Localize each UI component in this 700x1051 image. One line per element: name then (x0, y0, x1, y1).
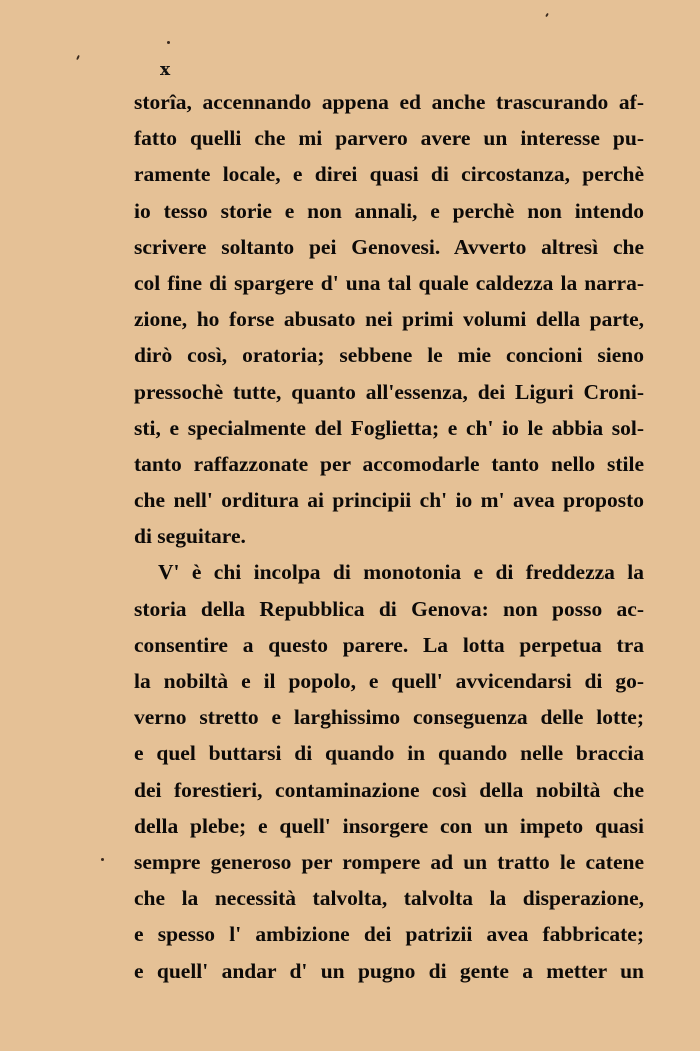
body-text (134, 84, 644, 989)
text-line: col fine di spargere d' una tal quale caldezza la narra- (134, 270, 644, 295)
text-line: verno stretto e larghissimo conseguenza delle lotte; (134, 705, 644, 730)
paragraph-start-line: V' è chi incolpa di monotonia e di freddezza la (158, 560, 644, 585)
text-line: dei forestieri, contaminazione così della nobiltà che (134, 777, 644, 802)
ink-speck (76, 55, 80, 60)
page-number: x (160, 60, 172, 80)
text-line: zione, ho forse abusato nei primi volumi della parte, (134, 307, 644, 332)
ink-speck (101, 858, 104, 861)
text-line: e quell' andar d' un pugno di gente a metter un (134, 958, 644, 983)
text-line: e spesso l' ambizione dei patrizii avea fabbricate; (134, 922, 644, 947)
text-line: storîa, accennando appena ed anche trascurando af- (134, 90, 644, 114)
text-line: ramente locale, e direi quasi di circostanza, perchè (134, 162, 644, 187)
text-line: scrivere soltanto pei Genovesi. Avverto altresì che (134, 234, 644, 259)
text-line: dirò così, oratoria; sebbene le mie concioni sieno (134, 343, 644, 368)
text-line: della plebe; e quell' insorgere con un impeto quasi (134, 813, 644, 838)
text-line: consentire a questo parere. La lotta perpetua tra (134, 632, 644, 657)
text-line: io tesso storie e non annali, e perchè non intendo (134, 198, 644, 223)
ink-speck (167, 41, 170, 44)
text-line: fatto quelli che mi parvero avere un interesse pu- (134, 126, 644, 151)
text-line: tanto raffazzonate per accomodarle tanto nello stile (134, 451, 644, 476)
paragraph-end-line: di seguitare. (134, 524, 246, 549)
text-line: sempre generoso per rompere ad un tratto le catene (134, 849, 644, 874)
text-line: pressochè tutte, quanto all'essenza, dei Liguri Croni- (134, 379, 644, 404)
text-line: la nobiltà e il popolo, e quell' avvicendarsi di go- (134, 669, 644, 693)
ink-speck (545, 13, 549, 17)
text-line: e quel buttarsi di quando in quando nelle braccia (134, 741, 644, 766)
text-line: che la necessità talvolta, talvolta la disperazione, (134, 886, 644, 911)
text-line: sti, e specialmente del Foglietta; e ch' io le abbia sol- (134, 415, 644, 440)
text-line: che nell' orditura ai principii ch' io m' avea proposto (134, 488, 644, 513)
text-line: storia della Repubblica di Genova: non posso ac- (134, 596, 644, 621)
